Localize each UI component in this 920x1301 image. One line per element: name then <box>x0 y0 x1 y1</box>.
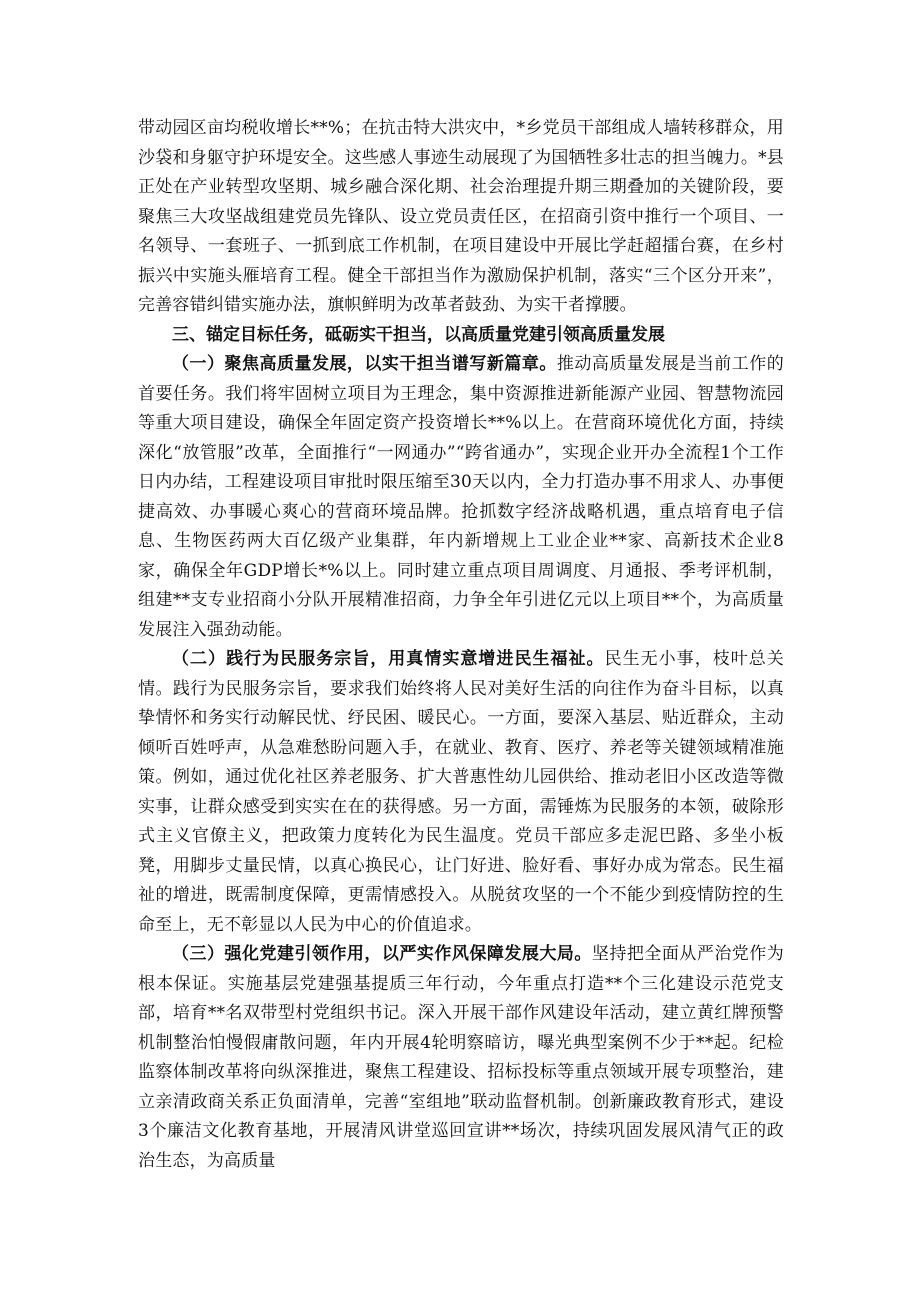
subsection-1-body: 推动高质量发展是当前工作的首要任务。我们将牢固树立项目为王理念，集中资源推进新能源产业园、智慧物流园等重大项目建设，确保全年固定资产投资增长**%以上。在营商环境优化方面，持续深化“放管服”改革，全面推行“一网通办”“跨省通办”，实现企业开办全流程1个工作日内办结，工程建设项目审批时限压缩至30天以内，全力打造办事不用求人、办事便捷高效、办事暖心爽心的营商环境品牌。抢抓数字经济战略机遇，重点培育电子信息、生物医药两大百亿级产业集群，年内新增规上工业企业**家、高新技术企业8家，确保全年GDP增长*%以上。同时建立重点项目周调度、月通报、季考评机制，组建**支专业招商小分队开展精准招商，力争全年引进亿元以上项目**个，为高质量发展注入强劲动能。 <box>138 354 784 640</box>
subsection-2-lead: （二）践行为民服务宗旨，用真情实意增进民生福祉。 <box>172 649 605 669</box>
subsection-3-body: 坚持把全面从严治党作为根本保证。实施基层党建强基提质三年行动，今年重点打造**个三化建设示范党支部，培育**名双带型村党组织书记。深入开展干部作风建设年活动，建立黄红牌预警机制整治怕慢假庸散问题，年内开展4轮明察暗访，曝光典型案例不少于**起。纪检监察体制改革将向纵深推进，聚焦工程建设、招标投标等重点领域开展专项整治，建立亲清政商关系正负面清单，完善“室组地”联动监督机制。创新廉政教育形式，建设3个廉洁文化教育基地，开展清风讲堂巡回宣讲**场次，持续巩固发展风清气正的政治生态，为高质量 <box>138 944 784 1171</box>
subsection-1 <box>138 350 784 645</box>
subsection-1-lead: （一）聚焦高质量发展，以实干担当谱写新篇章。 <box>172 354 557 374</box>
subsection-3-lead: （三）强化党建引领作用，以严实作风保障发展大局。 <box>172 944 592 964</box>
document-body <box>138 114 784 1176</box>
subsection-3 <box>138 940 784 1176</box>
subsection-2 <box>138 645 784 940</box>
section-heading: 三、锚定目标任务，砥砺实干担当，以高质量党建引领高质量发展 <box>172 324 665 345</box>
subsection-2-body: 民生无小事，枝叶总关情。践行为民服务宗旨，要求我们始终将人民对美好生活的向往作为奋斗目标，以真挚情怀和务实行动解民忧、纾民困、暖民心。一方面，要深入基层、贴近群众，主动倾听百姓呼声，从急难愁盼问题入手，在就业、教育、医疗、养老等关键领域精准施策。例如，通过优化社区养老服务、扩大普惠性幼儿园供给、推动老旧小区改造等微实事，让群众感受到实实在在的获得感。另一方面，需锤炼为民服务的本领，破除形式主义官僚主义，把政策力度转化为民生温度。党员干部应多走泥巴路、多坐小板凳，用脚步丈量民情，以真心换民心，让门好进、脸好看、事好办成为常态。民生福祉的增进，既需制度保障，更需情感投入。从脱贫攻坚的一个不能少到疫情防控的生命至上，无不彰显以人民为中心的价值追求。 <box>138 649 784 935</box>
paragraph-intro: 带动园区亩均税收增长**%；在抗击特大洪灾中，*乡党员干部组成人墙转移群众，用沙袋和身躯守护环堤安全。这些感人事迹生动展现了为国牺牲多壮志的担当魄力。*县正处在产业转型攻坚期、城乡融合深化期、社会治理提升期三期叠加的关键阶段，要聚焦三大攻坚战组建党员先锋队、设立党员责任区，在招商引资中推行一个项目、一名领导、一套班子、一抓到底工作机制，在项目建设中开展比学赶超擂台赛，在乡村振兴中实施头雁培育工程。健全干部担当作为激励保护机制，落实“三个区分开来”，完善容错纠错实施办法，旗帜鲜明为改革者鼓劲、为实干者撑腰。 <box>138 118 784 315</box>
